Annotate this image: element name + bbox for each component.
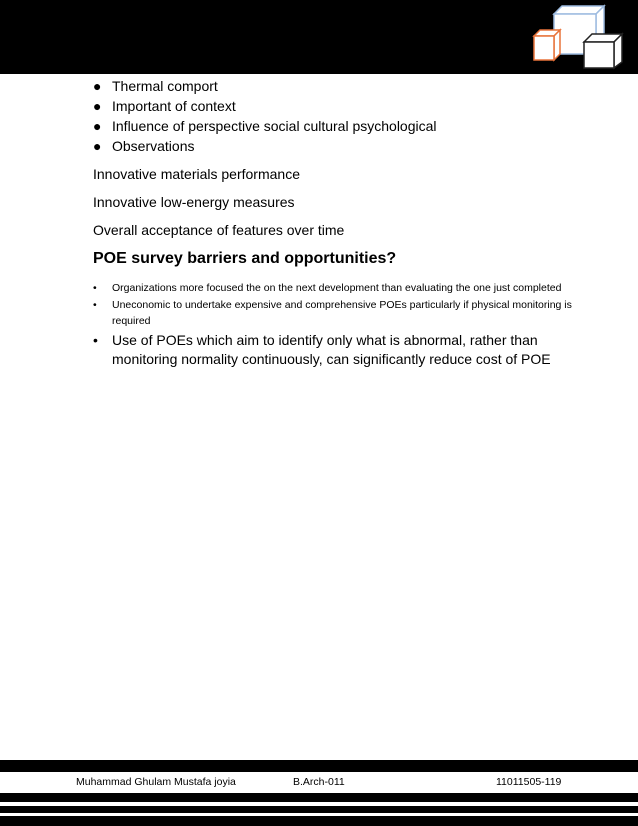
footer-divider-bar: [0, 760, 638, 772]
list-item: ● Important of context: [93, 98, 236, 114]
bullet-icon: •: [93, 331, 98, 348]
list-item: ● Influence of perspective social cultural psychological: [93, 118, 437, 134]
list-item: • Uneconomic to undertake expensive and comprehensive POEs particularly if physical monitoring is required: [93, 298, 572, 327]
barriers-list: [93, 280, 593, 370]
list-item: • Use of POEs which aim to identify only what is abnormal, rather than monitoring normality continuously, can significantly reduce cost of POE: [93, 331, 551, 367]
bullet-icon: ●: [93, 138, 102, 154]
footer: [0, 772, 638, 792]
footer-student-id: 11011505-119: [496, 776, 562, 788]
footer-author-name: Muhammad Ghulam Mustafa joyia: [76, 776, 236, 788]
paragraph: Innovative low-energy measures: [93, 194, 295, 210]
footer-class-code: B.Arch-011: [293, 776, 345, 788]
bullet-icon: •: [93, 282, 97, 294]
footer-stripe: [0, 806, 638, 813]
footer-stripe: [0, 816, 638, 826]
document-body: [93, 76, 593, 370]
header-band: [0, 0, 638, 74]
paragraph: Overall acceptance of features over time: [93, 222, 345, 238]
bullet-icon: ●: [93, 118, 102, 134]
bullet-icon: •: [93, 298, 97, 311]
bullet-icon: ●: [93, 78, 102, 94]
stacked-cubes-icon: [528, 4, 624, 70]
thermal-list: [93, 76, 593, 156]
list-item: ● Observations: [93, 138, 195, 154]
bullet-icon: ●: [93, 98, 102, 114]
list-item: ● Thermal comport: [93, 78, 218, 94]
paragraph: Innovative materials performance: [93, 166, 300, 182]
section-heading: POE survey barriers and opportunities?: [93, 250, 397, 267]
list-item: • Organizations more focused the on the next development than evaluating the one just completed: [93, 280, 593, 297]
footer-stripe: [0, 793, 638, 802]
